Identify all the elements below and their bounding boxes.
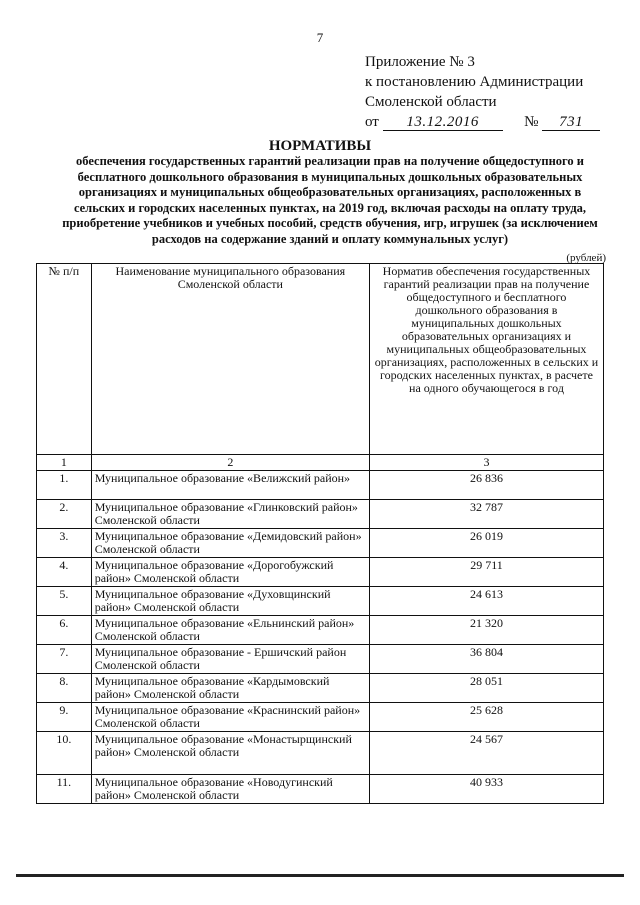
document-title: НОРМАТИВЫ — [268, 138, 372, 154]
number-value: 731 — [559, 114, 584, 130]
row-norm-value: 26 019 — [369, 529, 603, 558]
number-field — [542, 115, 600, 131]
index-row — [37, 455, 604, 471]
row-norm-value: 36 804 — [369, 645, 603, 674]
row-municipality: Муниципальное образование «Монастырщинский район» Смоленской области — [91, 732, 369, 775]
index-cell: 1 — [37, 455, 92, 471]
row-number: 10. — [37, 732, 92, 775]
table-row — [37, 674, 604, 703]
row-norm-value: 24 567 — [369, 732, 603, 775]
appendix-line: к постановлению Администрации — [365, 74, 584, 90]
row-municipality: Муниципальное образование «Ельнинский район» Смоленской области — [91, 616, 369, 645]
table-row — [37, 558, 604, 587]
table-header-row — [37, 264, 604, 455]
document-subtitle: обеспечения государственных гарантий реализации прав на получение общедоступного и бесплатного дошкольного образования в муниципальных дошкольных образовательных организациях и муниципальных общеобразовательных организациях, расположенных в сельских и городских населенных пунктах, на 2019 год, включая расходы на оплату труда, приобретение учебников и учебных пособий, средств обучения, игр, игрушек (за исключением расходов на содержание зданий и оплату коммунальных услуг) — [62, 154, 598, 246]
row-municipality: Муниципальное образование «Глинковский район» Смоленской области — [91, 500, 369, 529]
row-number: 2. — [37, 500, 92, 529]
row-municipality: Муниципальное образование «Дорогобужский район» Смоленской области — [91, 558, 369, 587]
appendix-line: Смоленской области — [365, 94, 497, 110]
date-field — [383, 115, 503, 131]
row-number: 4. — [37, 558, 92, 587]
appendix-block — [365, 52, 600, 132]
row-norm-value: 24 613 — [369, 587, 603, 616]
row-norm-value: 28 051 — [369, 674, 603, 703]
row-norm-value: 29 711 — [369, 558, 603, 587]
header-num: № п/п — [37, 264, 92, 455]
row-number: 6. — [37, 616, 92, 645]
row-municipality: Муниципальное образование «Духовщинский район» Смоленской области — [91, 587, 369, 616]
header-name: Наименование муниципального образования Смоленской области — [91, 264, 369, 455]
row-norm-value: 21 320 — [369, 616, 603, 645]
row-norm-value: 32 787 — [369, 500, 603, 529]
row-municipality: Муниципальное образование «Кардымовский район» Смоленской области — [91, 674, 369, 703]
table-row — [37, 587, 604, 616]
table-row — [37, 616, 604, 645]
row-number: 3. — [37, 529, 92, 558]
row-norm-value: 40 933 — [369, 775, 603, 804]
row-municipality: Муниципальное образование «Новодугинский район» Смоленской области — [91, 775, 369, 804]
bottom-rule — [16, 874, 624, 877]
row-norm-value: 26 836 — [369, 471, 603, 500]
row-municipality: Муниципальное образование - Ершичский район Смоленской области — [91, 645, 369, 674]
table-row — [37, 775, 604, 804]
table-row — [37, 500, 604, 529]
date-value: 13.12.2016 — [406, 114, 479, 130]
row-municipality: Муниципальное образование «Краснинский район» Смоленской области — [91, 703, 369, 732]
row-municipality: Муниципальное образование «Демидовский район» Смоленской области — [91, 529, 369, 558]
row-number: 11. — [37, 775, 92, 804]
units-label: (рублей) — [566, 252, 606, 264]
index-cell: 3 — [369, 455, 603, 471]
row-number: 9. — [37, 703, 92, 732]
page-number: 7 — [316, 30, 324, 45]
header-value: Норматив обеспечения государственных гарантий реализации прав на получение общедоступного и бесплатного дошкольного образования в муниципальных дошкольных образовательных организациях и муниципальных общеобразовательных организациях, расположенных в сельских и городских населенных пунктах, в расчете на одного обучающегося в год — [369, 264, 603, 455]
table-row — [37, 732, 604, 775]
table-row — [37, 645, 604, 674]
table-row — [37, 703, 604, 732]
table-row — [37, 471, 604, 500]
index-cell: 2 — [91, 455, 369, 471]
appendix-date-line — [365, 112, 600, 132]
row-norm-value: 25 628 — [369, 703, 603, 732]
from-label: от — [365, 114, 379, 130]
table-row — [37, 529, 604, 558]
row-municipality: Муниципальное образование «Велижский район» — [91, 471, 369, 500]
row-number: 8. — [37, 674, 92, 703]
appendix-line: Приложение № 3 — [365, 54, 475, 70]
norms-table — [36, 263, 604, 804]
row-number: 7. — [37, 645, 92, 674]
number-label: № — [524, 114, 539, 130]
row-number: 5. — [37, 587, 92, 616]
row-number: 1. — [37, 471, 92, 500]
